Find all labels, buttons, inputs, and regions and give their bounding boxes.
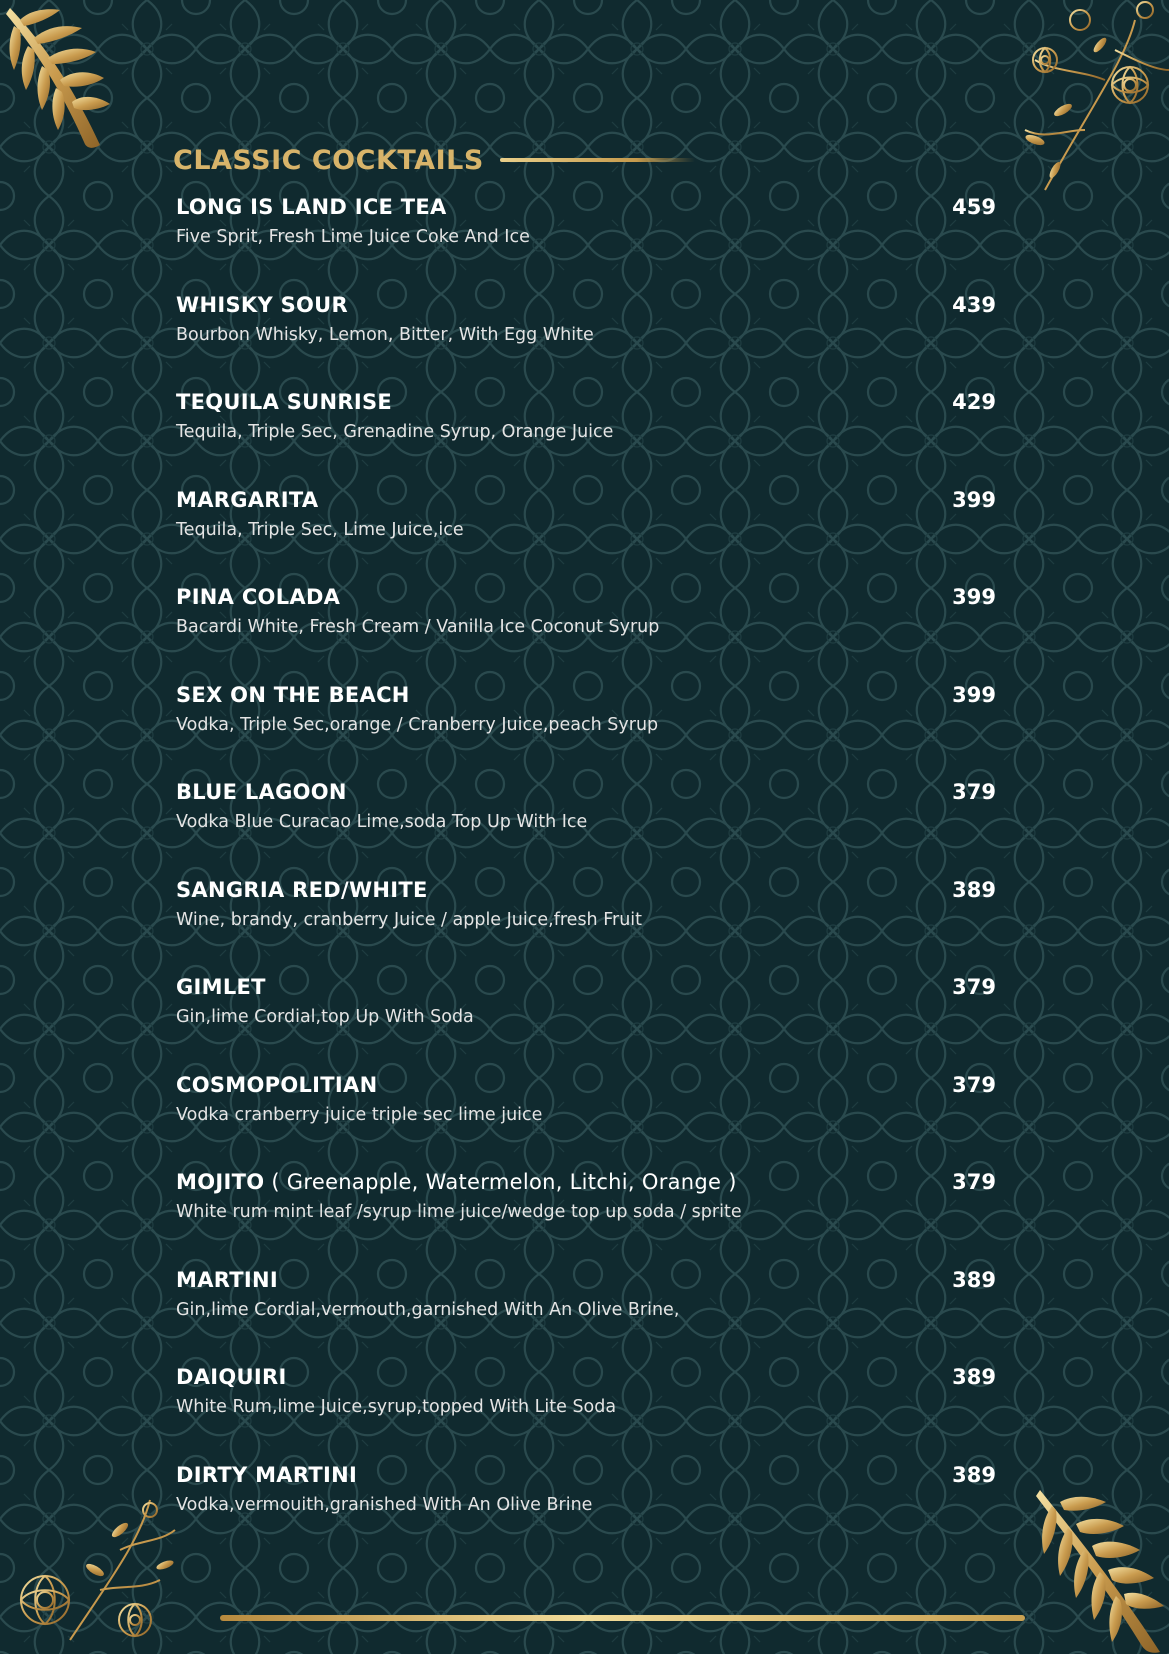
item-name: SEX ON THE BEACH <box>176 682 410 707</box>
header-divider <box>500 158 695 162</box>
item-price: 389 <box>952 1267 996 1292</box>
item-name-line <box>176 583 996 611</box>
item-name: MARGARITA <box>176 487 319 512</box>
item-name-line <box>176 778 996 806</box>
item-description: Vodka,vermouith,granished With An Olive Brine <box>176 1494 593 1515</box>
item-description: Gin,lime Cordial,top Up With Soda <box>176 1007 474 1027</box>
section-title: CLASSIC COCKTAILS <box>173 144 484 176</box>
item-name-line <box>176 1363 996 1391</box>
menu-item <box>176 583 996 681</box>
flower-icon <box>985 0 1169 200</box>
item-price: 389 <box>952 877 996 902</box>
item-description: White rum mint leaf /syrup lime juice/wedge top up soda / sprite <box>176 1202 742 1222</box>
menu-item <box>176 388 996 486</box>
item-description: Five Sprit, Fresh Lime Juice Coke And Ice <box>176 227 530 247</box>
item-description: Vodka Blue Curacao Lime,soda Top Up With Ice <box>176 812 588 832</box>
item-description: White Rum,lime Juice,syrup,topped With Lite Soda <box>176 1397 617 1417</box>
item-name-line <box>176 291 996 319</box>
item-price: 459 <box>952 195 996 219</box>
item-name-line <box>176 1071 996 1099</box>
item-name: MARTINI <box>176 1267 279 1292</box>
item-price: 439 <box>952 292 996 317</box>
item-name: BLUE LAGOON <box>176 780 347 804</box>
item-name: MOJITO <box>176 1170 265 1194</box>
item-name-line <box>176 193 996 221</box>
item-price: 389 <box>952 1365 996 1389</box>
menu-item <box>176 778 996 876</box>
menu-item <box>176 1266 996 1364</box>
item-description: Tequila, Triple Sec, Grenadine Syrup, Orange Juice <box>176 422 614 442</box>
item-name: GIMLET <box>176 975 266 999</box>
item-description: Bacardi White, Fresh Cream / Vanilla Ice Coconut Syrup <box>176 617 660 637</box>
menu-item <box>176 876 996 974</box>
item-price: 379 <box>952 1072 996 1097</box>
item-flavours: ( Greenapple, Watermelon, Litchi, Orange ) <box>264 1170 737 1194</box>
item-name: PINA COLADA <box>176 585 341 609</box>
menu-item <box>176 1461 996 1559</box>
item-price: 379 <box>952 780 996 804</box>
item-price: 429 <box>952 390 996 414</box>
palm-leaf-icon <box>1030 1480 1169 1654</box>
item-name: LONG IS LAND ICE TEA <box>176 195 447 219</box>
menu-item <box>176 1168 996 1266</box>
flower-icon <box>0 1490 180 1654</box>
item-name-line <box>176 973 996 1001</box>
item-description: Tequila, Triple Sec, Lime Juice,ice <box>176 519 464 540</box>
menu-item <box>176 973 996 1071</box>
menu-item <box>176 486 996 584</box>
menu-item <box>176 291 996 389</box>
item-price: 399 <box>952 487 996 512</box>
item-description: Bourbon Whisky, Lemon, Bitter, With Egg White <box>176 324 594 345</box>
item-name-line <box>176 1266 996 1294</box>
item-name-line <box>176 681 996 709</box>
item-description: Gin,lime Cordial,vermouth,garnished With An Olive Brine, <box>176 1299 680 1320</box>
item-name-line <box>176 388 996 416</box>
menu-item <box>176 1363 996 1461</box>
item-description: Wine, brandy, cranberry Juice / apple Juice,fresh Fruit <box>176 909 643 930</box>
menu-item-list <box>176 193 996 1558</box>
item-name-line <box>176 1461 996 1489</box>
menu-item <box>176 193 996 291</box>
menu-item <box>176 681 996 779</box>
bottom-divider <box>220 1615 1025 1621</box>
item-name-line <box>176 1168 996 1196</box>
item-name: COSMOPOLITIAN <box>176 1072 378 1097</box>
item-price: 399 <box>952 682 996 707</box>
section-header <box>173 140 695 180</box>
item-name: WHISKY SOUR <box>176 292 348 317</box>
item-name: DIRTY MARTINI <box>176 1462 358 1487</box>
item-description: Vodka cranberry juice triple sec lime juice <box>176 1104 543 1125</box>
item-name: TEQUILA SUNRISE <box>176 390 393 414</box>
item-price: 379 <box>952 975 996 999</box>
item-description: Vodka, Triple Sec,orange / Cranberry Juice,peach Syrup <box>176 714 659 735</box>
item-price: 399 <box>952 585 996 609</box>
item-name-line <box>176 876 996 904</box>
item-price: 379 <box>952 1170 996 1194</box>
item-name: SANGRIA RED/WHITE <box>176 877 428 902</box>
menu-item <box>176 1071 996 1169</box>
item-price: 389 <box>952 1462 996 1487</box>
palm-leaf-icon <box>0 0 115 150</box>
item-name: DAIQUIRI <box>176 1365 287 1389</box>
item-name-line <box>176 486 996 514</box>
